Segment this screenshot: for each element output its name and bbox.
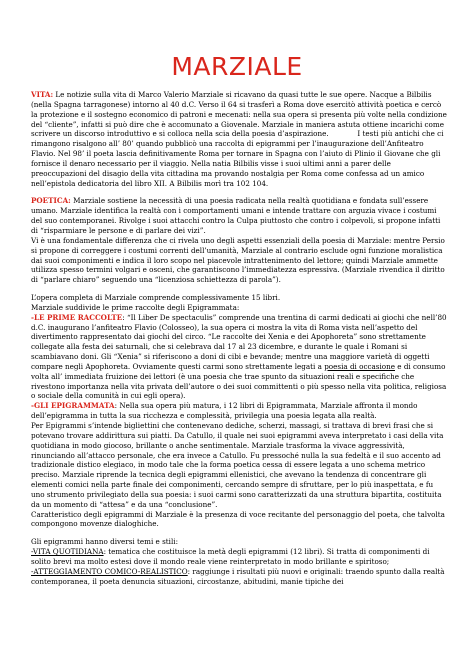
opera-intro: L’opera completa di Marziale comprende complessivamente 15 libri. [31, 293, 281, 303]
poetica-paragraph [31, 196, 447, 235]
poesia-occasione-underlined: poesia di occasione [324, 361, 395, 371]
prime-raccolte-label: -LE PRIME RACCOLTE [31, 312, 123, 322]
differenza-paragraph: Vi è una fondamentale differenza che ci rivela uno degli aspetti essenziali della poesia di Marziale: mentre Persio si propone di correggere i costumi correnti dell’umanità, Marziale al contrario esclude ogni funzione moralistica dai suoi componimenti e indica il loro scopo nel piacevole intrattenimento del lettore; quindi Marziale ammette utilizza spesso termini volgari e osceni, che garantiscono l’immediatezza espressiva. (Marziale rivendica il diritto di “parlare chiaro” seguendo una “licenziosa schiettezza di parola”). [31, 235, 445, 285]
comico-realistico-paragraph [31, 567, 447, 587]
poetica-text: Marziale sostiene la necessità di una poesia radicata nella realtà quotidiana e fondata sull’essere umano. Marziale identifica la realtà con i comportamenti umani e intende trattare con arguzia vivace i costumi del suo contemporanei. Rivolge i suoi attacchi contro la Culpa piuttosto che contro i colpevoli, si propone infatti di “risparmiare le persone e di parlare dei vizi”. [31, 196, 441, 235]
per-epigrammi-paragraph: Per Epigrammi s’intende bigliettini che contenevano dediche, scherzi, massagi, si trattava di brevi frasi che si potevano trovare addirittura sui piatti. Da Catullo, il quale nei suoi epigrammi aveva interpretato i casi della vita quotidiana in modo giocoso, brillante o anche sentimentale. Marziale trasforma la vivace aggressività, rinunciando all’attacco personale, che era invece a Catullo. Fu pressoché nulla la sua fedeltà e il suo accento ad tradizionale distico elegiaco, in modo tale che la forma poetica cessa di essere legata a uno schema metrico preciso. Marziale riprende la tecnica degli epigrammi ellenistici, che avevano la tendenza di concentrare gli elementi comici nella parte finale dei componimenti, cercando sempre di sfruttare, per lo più inaspettata, e fu uno strumento privilegiato della sua poesia: i suoi carmi sono caratterizzati da una struttura bipartita, costituita da un momento di “attesa” e da una “conclusione”. [31, 421, 444, 509]
document-title: MARZIALE [171, 52, 303, 81]
epigrammata-label: -GLI EPIGRAMMATA [31, 401, 115, 411]
prime-raccolte-text-2: e di consumo volta all’ immediata fruizione dei lettori (è una poesia che trae spunto da situazioni reali e specifiche che rivestono importanza nella vita privata dell’autore o dei suoi committenti o più spesso nella vita politica, religiosa o sociale della comunità in cui egli opera). [31, 361, 447, 401]
document-body [31, 90, 447, 587]
comico-realistico-text: : raggiunge i risultati più nuovi e originali: traendo spunto dalla realtà contemporanea, il poeta denuncia situazioni, circostanze, abitudini, manie tipiche dei [31, 566, 445, 586]
vita-quotidiana-text: : tematica che costituisce la metà degli epigrammi (12 libri). Si tratta di componimenti di solito brevi ma molto estesi dove il mondo reale viene reinterpretato in modo brillante e spiritoso; [31, 547, 430, 566]
vita-quotidiana-paragraph [31, 547, 447, 567]
opera-suddivide: Marziale suddivide le prime raccolte degli Epigrammata: [31, 302, 240, 312]
vita-quotidiana-label: -VITA QUOTIDIANA [31, 547, 104, 557]
vita-label: VITA: [31, 90, 54, 99]
temi-intro: Gli epigrammi hanno diversi temi e stili: [31, 537, 178, 547]
vita-paragraph [31, 90, 447, 188]
poetica-label: POETICA: [31, 196, 71, 206]
epigrammata-text: : Nella sua opera più matura, i 12 libri di Epigrammata, Marziale affronta il mondo dell’epigramma in tutta la sua ricchezza e complessità, privilegia una poesia legata alla realtà. [31, 401, 418, 421]
caratteristico-paragraph: Caratteristico degli epigrammi di Marziale è la presenza di voce recitante del personaggio del poeta, che talvolta compongono movenze dialoghiche. [31, 509, 445, 529]
vita-text-1: Le notizie sulla vita di Marco Valerio Marziale si ricavano da quasi tutte le sue opere. Nacque a Bilbilis (nella Spagna tarragonese) intorno al 40 d.C. Verso il 64 si trasferì a Roma dove esercitò attività poetica e cercò la protezione e il sostegno economico di patroni e mecenati: nella sua opera si presenta più volte nella condizione del “cliente”, infatti si può dire che è accomunato a Giovenale. Marziale in maniera astuta ottiene incarichi come scrivere un discorso introduttivo e si colloca nella scia della poesia d’aspirazione. [31, 90, 447, 139]
comico-realistico-label: -ATTEGGIAMENTO COMICO-REALISTICO [31, 566, 188, 576]
epigrammata-paragraph [31, 401, 447, 421]
prime-raccolte-paragraph [31, 313, 447, 402]
prime-raccolte-text-1: : “Il Liber De spectaculis” comprende una trentina di carmi dedicati ai giochi che nell’80 d.C. inaugurano l’anfiteatro Flavio (Colosseo), la sua opera ci mostra la vita di Roma vista nell’aspetto del divertimento rappresentato dai giochi del circo. “Le raccolte dei Xenia e dei Apophoreta” sono strettamente collegate alla festa dei saturnali, che si celebrava dal 17 al 23 dicembre, e durante le quale i Romani si scambiavano doni. Gli “Xenia” si riferiscono a doni di cibi e bevande; mentre una maggiore varietà di oggetti compare negli Apophoreta. Ovviamente questi carmi sono strettamente legati a [31, 312, 447, 371]
vita-text-2: I testi più antichi che ci rimangono risalgono all’ 80’ quando pubblicò una raccolta di epigrammi per l’inaugurazione dell’Anfiteatro Flavio. Nel 98’ il poeta lascia definitivamente Roma per tornare in Spagna con l’aiuto di Plinio il Giovane che gli fornisce il denaro necessario per il viaggio. Nella natia Bilbilis visse i suoi ultimi anni a parer delle preoccupazioni del disagio della vita cittadina ma provando nostalgia per Roma come confessa ad un amico nell’epistola dedicatoria del libro XII. A Bilbilis morì tra 102 104. [31, 129, 444, 188]
